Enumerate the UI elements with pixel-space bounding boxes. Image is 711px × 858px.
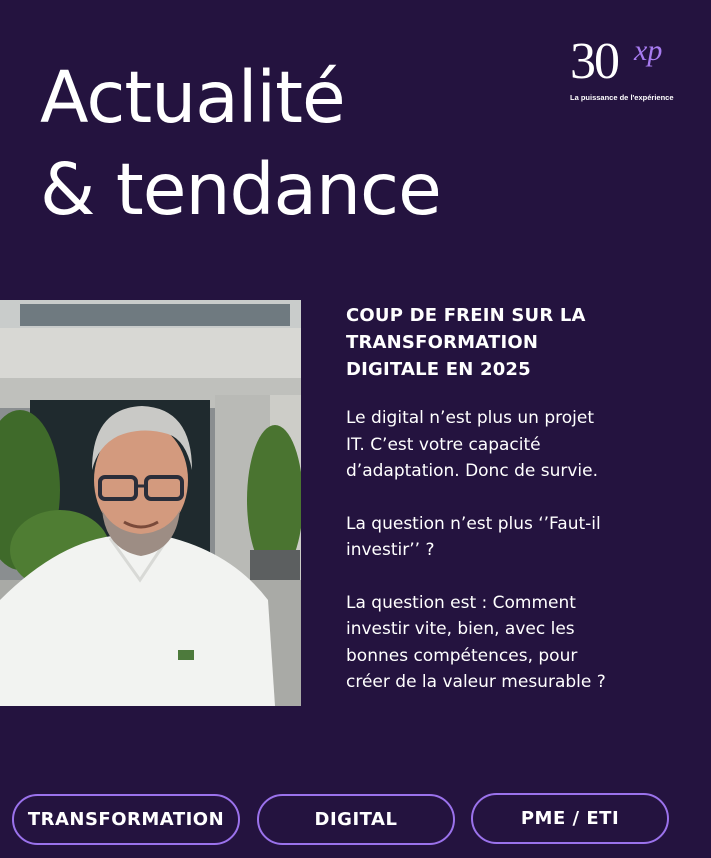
paragraph-line: IT. C’est votre capacité	[346, 434, 541, 455]
tag-list	[0, 794, 711, 846]
paragraph-line: investir vite, bien, avec les	[346, 619, 575, 639]
tag-digital[interactable]: DIGITAL	[257, 794, 455, 845]
paragraph-line: La question est : Comment	[346, 592, 576, 613]
tag-transformation[interactable]: TRANSFORMATION	[12, 794, 240, 845]
paragraph-line: bonnes compétences, pour	[346, 645, 578, 666]
article-body	[346, 405, 666, 696]
headline-line-2: & tendance	[40, 148, 441, 231]
portrait-photo	[0, 300, 301, 706]
article-title-line: TRANSFORMATION	[346, 332, 539, 353]
headline-line-1: Actualité	[40, 56, 345, 139]
article	[346, 302, 666, 722]
tag-pme-eti[interactable]: PME / ETI	[471, 793, 669, 844]
logo-superscript: xp	[634, 34, 663, 67]
portrait-illustration	[0, 300, 301, 706]
paragraph-line: d’adaptation. Donc de survie.	[346, 461, 599, 481]
article-paragraph-1	[346, 405, 666, 485]
article-paragraph-3	[346, 590, 666, 696]
article-title-line: COUP DE FREIN SUR LA	[346, 305, 586, 326]
brand-logo[interactable]	[568, 34, 680, 106]
logo-mark: 30	[570, 33, 618, 90]
page-headline	[40, 52, 441, 236]
paragraph-line: créer de la valeur mesurable ?	[346, 672, 606, 692]
article-title-line: DIGITALE EN 2025	[346, 359, 531, 380]
paragraph-line: La question n’est plus ‘’Faut-il	[346, 513, 601, 534]
paragraph-line: Le digital n’est plus un projet	[346, 408, 594, 428]
paragraph-line: investir’’ ?	[346, 540, 435, 560]
logo-tagline: La puissance de l'expérience	[570, 93, 674, 102]
article-title	[346, 302, 666, 383]
article-paragraph-2	[346, 511, 666, 564]
